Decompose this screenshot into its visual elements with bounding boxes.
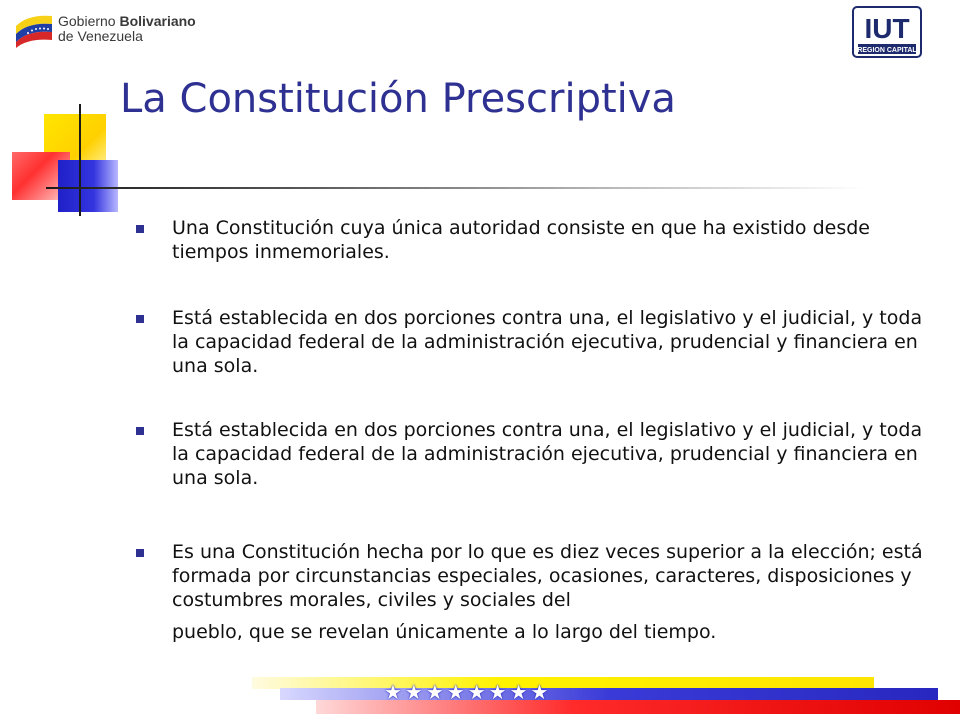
square-bullet-icon	[136, 315, 144, 323]
flag-stars: ★★★★★★★★	[384, 680, 552, 704]
title-underline	[46, 187, 866, 189]
bullet-item: Una Constitución cuya única autoridad consiste en que ha existido desde tiempos inmemoriales.	[134, 216, 934, 264]
gobierno-bolivariano-logo	[14, 10, 214, 50]
bullet-list	[134, 216, 934, 644]
slide-title: La Constitución Prescriptiva	[120, 76, 676, 122]
venezuela-flag-icon	[14, 12, 54, 48]
svg-text:IUT: IUT	[864, 13, 910, 44]
flag-stripe-blue	[280, 688, 938, 700]
bullet-item: Está establecida en dos porciones contra una, el legislativo y el judicial, y toda la capacidad federal de la administración ejecutiva, prudencial y financiera en una sola.	[134, 306, 934, 378]
square-bullet-icon	[136, 427, 144, 435]
square-bullet-icon	[136, 549, 144, 557]
iut-region-capital-logo	[852, 6, 922, 58]
deco-vertical-line	[79, 104, 81, 216]
bullet-item: Está establecida en dos porciones contra una, el legislativo y el judicial, y toda la capacidad federal de la administración ejecutiva, prudencial y financiera en una sola.	[134, 418, 934, 490]
svg-text:REGION CAPITAL: REGION CAPITAL	[857, 47, 917, 54]
bullet-continuation: pueblo, que se revelan únicamente a lo largo del tiempo.	[172, 621, 717, 643]
bullet-item: Es una Constitución hecha por lo que es diez veces superior a la elección; está formada por circunstancias especiales, ocasiones, caracteres, disposiciones y costumbres morales, civiles y sociales del pueblo, que se revelan únicamente a lo largo del tiempo.	[134, 540, 934, 644]
deco-blue-square	[58, 160, 118, 212]
gov-logo-text: Gobierno Bolivariano de Venezuela	[58, 13, 196, 44]
square-bullet-icon	[136, 225, 144, 233]
